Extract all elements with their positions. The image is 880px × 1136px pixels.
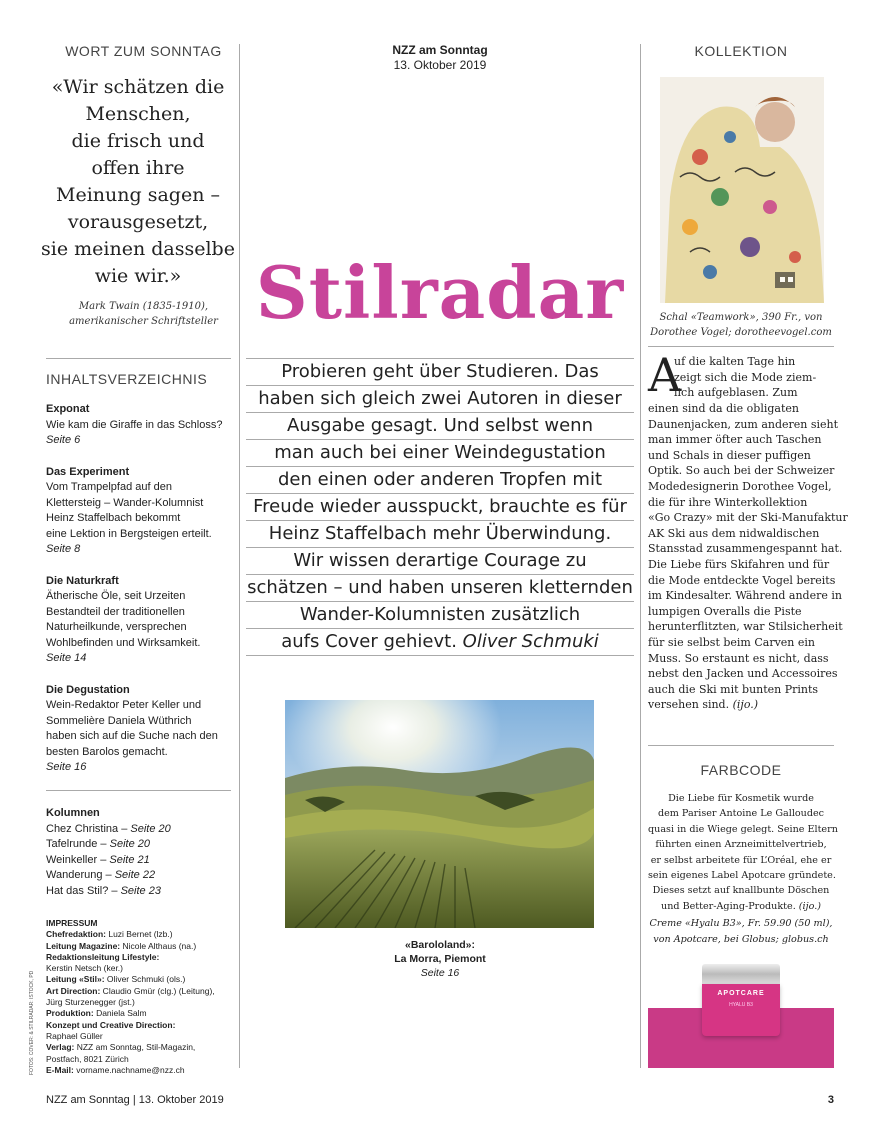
toc-entry-text: Wohlbefinden und Wirksamkeit. <box>46 636 201 649</box>
columns-item-name: Weinkeller – <box>46 853 110 866</box>
toc-kicker: INHALTSVERZEICHNIS <box>46 371 208 387</box>
page-number: 3 <box>827 1094 834 1106</box>
article-line: Daunenjacken, zum anderen sieht <box>648 417 839 431</box>
columns-item-name: Hat das Stil? – <box>46 884 121 897</box>
article-line <box>648 697 838 713</box>
toc-entry-page: Seite 8 <box>46 543 81 555</box>
masthead: NZZ am Sonntag <box>392 43 488 57</box>
quote-line: Meinung sagen – <box>56 184 220 206</box>
columns-item-page: Seite 22 <box>114 869 156 881</box>
toc-entry-title: Die Degustation <box>46 683 130 696</box>
intro-line: haben sich gleich zwei Autoren in dieser <box>246 386 634 413</box>
article-line: zeigt sich die Mode ziem- <box>674 370 817 384</box>
article-line: lumpigen Overalls die Piste <box>648 604 802 618</box>
scarf-caption-line: Dorothee Vogel; dorotheevogel.com <box>650 327 832 338</box>
color-line: sein eigenes Label Apotcare gründete. <box>648 870 836 882</box>
page-title: Stilradar <box>255 250 625 335</box>
impressum-label: Verlag: <box>46 1042 75 1053</box>
toc-entry[interactable] <box>46 683 241 776</box>
toc-entry-text: Sommelière Daniela Wüthrich <box>46 714 192 727</box>
article-line: auch die Ski mit bunten Prints <box>648 682 819 696</box>
divider <box>46 358 231 359</box>
impressum-text: Postfach, 8021 Zürich <box>46 1053 129 1064</box>
color-caption: Creme «Hyalu B3», Fr. 59.90 (50 ml), <box>649 918 833 930</box>
intro-line: schätzen – und haben unseren kletternden <box>246 575 634 602</box>
columns-item-name: Wanderung – <box>46 869 115 881</box>
color-kicker: FARBCODE <box>700 762 782 778</box>
impressum-label: Produktion: <box>46 1008 94 1019</box>
toc-entry-text: Naturheilkunde, versprechen <box>46 621 187 633</box>
color-line: quasi in die Wiege gelegt. Seine Eltern <box>648 823 838 835</box>
quote-line: «Wir schätzen die <box>51 76 225 98</box>
columns-item-page: Seite 20 <box>130 822 171 835</box>
article-line: AK Ski aus dem nidwaldischen <box>648 526 820 540</box>
article-line: «Go Crazy» mit der Ski-Manufaktur <box>648 511 848 525</box>
toc-entry[interactable] <box>46 574 241 667</box>
impressum-line <box>46 1020 236 1031</box>
impressum-line <box>46 997 236 1008</box>
photo-caption <box>340 938 540 980</box>
impressum-label: Leitung «Stil»: <box>46 974 105 985</box>
jar-body <box>702 984 780 1036</box>
toc-entry-page: Seite 16 <box>46 761 87 773</box>
columns-item[interactable] <box>46 868 241 884</box>
article-line: Optik. So auch bei der Schweizer <box>648 464 835 478</box>
color-text <box>648 791 838 947</box>
divider <box>648 745 834 746</box>
article-line: Die Liebe fürs Skifahren und für <box>648 557 830 571</box>
photo-caption-title: «Barololand»: <box>404 939 475 951</box>
impressum <box>46 918 236 1076</box>
quote-line: offen ihre <box>91 157 185 179</box>
columns-item[interactable] <box>46 884 241 900</box>
article-line: herunterflitzten, war Stilsicherheit <box>648 620 843 634</box>
photo-caption-page: Seite 16 <box>420 967 460 979</box>
columns-item-page: Seite 23 <box>120 884 161 897</box>
intro-line <box>246 629 634 656</box>
impressum-text: Raphael Güller <box>46 1030 103 1041</box>
landscape-illustration <box>285 700 594 928</box>
impressum-text: Oliver Schmuki (ols.) <box>104 974 186 985</box>
quote-line: Menschen, <box>85 103 191 125</box>
article-line: lich aufgeblasen. Zum <box>674 386 798 400</box>
intro-line: Heinz Staffelbach mehr Überwindung. <box>246 521 634 548</box>
intro-text <box>246 358 634 656</box>
impressum-label: Redaktionsleitung Lifestyle: <box>46 951 160 962</box>
article-line: die Mode entdeckte Vogel bereits <box>648 573 836 587</box>
impressum-line <box>46 941 236 952</box>
impressum-text: Daniela Salm <box>93 1008 147 1019</box>
columns-title: Kolumnen <box>46 807 100 819</box>
columns-item-page: Seite 21 <box>109 853 150 866</box>
toc-entry-text: Vom Trampelpfad auf den <box>46 481 172 493</box>
impressum-text: vorname.nachname@nzz.ch <box>73 1064 185 1075</box>
impressum-line <box>46 1008 236 1019</box>
drop-cap: A <box>648 348 682 402</box>
article-sign: (ijo.) <box>732 698 759 712</box>
toc-entry[interactable] <box>46 465 241 558</box>
intro-line: Wir wissen derartige Courage zu <box>246 548 634 575</box>
toc-entry-page: Seite 6 <box>46 434 81 446</box>
impressum-text: Jürg Sturzenegger (jst.) <box>46 997 135 1008</box>
columns-item-name: Tafelrunde – <box>46 838 110 850</box>
scarf-caption-line: Schal «Teamwork», 390 Fr., von <box>659 312 823 323</box>
article-line: man immer öfter auch Taschen <box>648 433 822 447</box>
impressum-text: NZZ am Sonntag, Stil-Magazin, <box>74 1042 196 1053</box>
article-line: und Schals in dieser puffigen <box>648 448 811 462</box>
collection-article <box>648 348 848 713</box>
quote-kicker: WORT ZUM SONNTAG <box>65 43 222 59</box>
impressum-line <box>46 1065 236 1076</box>
scarf-photo <box>660 77 824 303</box>
intro-line: Wander-Kolumnisten zusätzlich <box>246 602 634 629</box>
impressum-label: Konzept und Creative Direction: <box>46 1019 176 1030</box>
article-line: Stansstad zusammengespannt hat. <box>648 542 843 556</box>
color-line: Die Liebe für Kosmetik wurde <box>668 793 814 804</box>
article-line: Muss. So erstaunt es nicht, dass <box>648 651 829 665</box>
columns-item[interactable] <box>46 837 241 853</box>
quote-author-desc: amerikanischer Schriftsteller <box>69 316 218 327</box>
columns-item[interactable] <box>46 822 241 838</box>
impressum-line <box>46 1054 236 1065</box>
toc-entry-text: Ätherische Öle, seit Urzeiten <box>46 590 186 602</box>
impressum-line <box>46 974 236 985</box>
quote-line: wie wir.» <box>94 265 182 287</box>
columns-item[interactable] <box>46 853 241 869</box>
impressum-line <box>46 1042 236 1053</box>
quote-source <box>46 299 241 329</box>
jar-brand: APOTCARE <box>717 990 765 997</box>
toc-entry-text: eine Lektion in Bergsteigen erteilt. <box>46 527 212 540</box>
toc-entry-page: Seite 14 <box>46 652 87 664</box>
barolo-landscape-photo <box>285 700 594 928</box>
collection-kicker: KOLLEKTION <box>694 43 788 59</box>
color-line: Dieses setzt auf knallbunte Döschen <box>652 885 830 897</box>
color-caption: von Apotcare, bei Globus; globus.ch <box>653 933 829 945</box>
toc-entry-text: Klettersteig – Wander-Kolumnist <box>46 496 204 509</box>
footer-left: NZZ am Sonntag | 13. Oktober 2019 <box>46 1094 224 1106</box>
quote-author: Mark Twain (1835-1910), <box>78 301 209 312</box>
toc-entry-text: Wein-Redaktor Peter Keller und <box>46 699 202 711</box>
impressum-line <box>46 929 236 940</box>
intro-line: Ausgabe gesagt. Und selbst wenn <box>246 413 634 440</box>
toc-entry-title: Exponat <box>46 403 90 415</box>
impressum-line <box>46 952 236 963</box>
toc-entry-text: Bestandteil der traditionellen <box>46 605 185 618</box>
article-line: für sie selbst beim Carven ein <box>648 635 816 649</box>
toc-entry-title: Das Experiment <box>46 465 130 478</box>
quote-text <box>38 74 238 290</box>
toc-entry-text: besten Barolos gemacht. <box>46 745 168 758</box>
toc-entry-text: Wie kam die Giraffe in das Schloss? <box>46 418 223 431</box>
intro-line: Freude wieder ausspuckt, brauchte es für <box>246 494 634 521</box>
impressum-text: Claudio Gmür (clg.) (Leitung), <box>100 985 215 996</box>
scarf-caption <box>648 310 834 340</box>
color-last: und Better-Aging-Produkte. <box>661 900 799 912</box>
intro-author: Oliver Schmuki <box>462 631 599 652</box>
cream-jar-photo <box>648 960 834 1068</box>
columns-list <box>46 806 241 899</box>
photo-credit: FOTOS: COVER: & STILRADAR: ISTOCK, PD <box>29 970 35 1075</box>
impressum-label: Art Direction: <box>46 985 101 996</box>
impressum-line <box>46 986 236 997</box>
quote-line: die frisch und <box>71 130 205 152</box>
intro-line: den einen oder anderen Tropfen mit <box>246 467 634 494</box>
article-line: Modedesignerin Dorothee Vogel, <box>648 479 832 493</box>
issue-date: 13. Oktober 2019 <box>393 58 487 72</box>
article-last: versehen sind. <box>648 698 733 712</box>
color-sign: (ijo.) <box>798 900 821 912</box>
quote-line: sie meinen dasselbe <box>41 238 235 260</box>
impressum-line <box>46 918 236 929</box>
column-rule <box>239 44 240 1068</box>
article-lead <box>648 348 838 402</box>
columns-item-name: Chez Christina – <box>46 822 131 835</box>
color-line <box>648 899 834 914</box>
impressum-text: Kerstin Netsch (ker.) <box>46 963 123 974</box>
color-line: er selbst arbeitete für L’Oréal, ehe er <box>650 854 832 866</box>
intro-line: Probieren geht über Studieren. Das <box>246 359 634 386</box>
impressum-line <box>46 1031 236 1042</box>
toc-entry[interactable] <box>46 402 241 449</box>
table-of-contents <box>46 402 241 792</box>
column-rule <box>640 44 641 1068</box>
impressum-text: Nicole Althaus (na.) <box>120 940 197 951</box>
color-line: führten einen Arzneimittelvertrieb, <box>655 839 827 851</box>
impressum-label: Leitung Magazine: <box>46 940 121 951</box>
impressum-label: IMPRESSUM <box>46 918 98 928</box>
quote-line: vorausgesetzt, <box>67 211 209 233</box>
columns-item-page: Seite 20 <box>109 838 150 850</box>
toc-entry-text: Heinz Staffelbach bekommt <box>46 512 181 524</box>
article-line: im Kindesalter. Während andere in <box>648 589 842 603</box>
jar-lid <box>702 964 780 984</box>
scarf-illustration <box>660 77 824 303</box>
intro-line: man auch bei einer Weindegustation <box>246 440 634 467</box>
article-line: die für ihre Winterkollektion <box>648 495 808 509</box>
toc-entry-title: Die Naturkraft <box>46 574 119 587</box>
jar-product: HYALU B3 <box>729 1002 753 1008</box>
impressum-line <box>46 963 236 974</box>
divider <box>648 346 834 347</box>
impressum-text: Luzi Bernet (lzb.) <box>105 929 173 940</box>
divider <box>46 790 231 791</box>
article-line: nebst den Jacken und Accessoires <box>648 667 838 681</box>
color-line: dem Pariser Antoine Le Galloudec <box>657 808 825 820</box>
photo-caption-place: La Morra, Piemont <box>394 953 486 965</box>
impressum-label: Chefredaktion: <box>46 929 106 940</box>
article-line: einen sind da die obligaten <box>648 402 799 415</box>
impressum-label: E-Mail: <box>46 1064 74 1075</box>
intro-last: aufs Cover gehievt. <box>281 631 463 652</box>
toc-entry-text: haben sich auf die Suche nach den <box>46 730 218 742</box>
article-line: uf die kalten Tage hin <box>674 355 796 368</box>
